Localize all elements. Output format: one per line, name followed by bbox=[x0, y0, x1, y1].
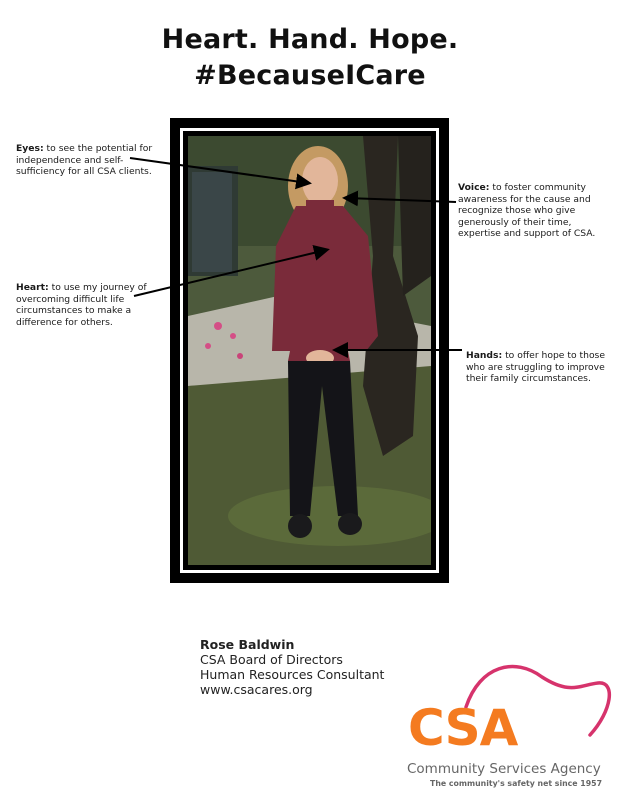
voice-text: to foster community awareness for the cause and recognize those who give generously of their time, expertise and support of CSA. bbox=[458, 182, 596, 240]
voice-label: Voice: bbox=[458, 182, 490, 193]
hands-text: to offer hope to those who are struggling to improve their family circumstances. bbox=[466, 350, 605, 385]
signature-role: CSA Board of Directors bbox=[200, 652, 343, 667]
hands-note bbox=[466, 350, 616, 385]
heart-note bbox=[16, 282, 171, 328]
heart-text: to use my journey of overcoming difficult life circumstances to make a difference for others. bbox=[16, 282, 147, 328]
signature-block bbox=[200, 637, 384, 697]
logo-name: Community Services Agency bbox=[407, 761, 601, 777]
logo-mark: CSA bbox=[408, 699, 518, 757]
logo-tagline: The community's safety net since 1957 bbox=[430, 779, 602, 788]
hashtag: #BecauseICare bbox=[194, 60, 426, 91]
signature-website[interactable]: www.csacares.org bbox=[200, 682, 313, 697]
signature-title: Human Resources Consultant bbox=[200, 667, 385, 682]
hands-label: Hands: bbox=[466, 350, 503, 361]
csa-logo bbox=[400, 655, 620, 795]
eyes-text: to see the potential for independence and self-sufficiency for all CSA clients. bbox=[16, 143, 153, 178]
eyes-label: Eyes: bbox=[16, 143, 44, 154]
headline: Heart. Hand. Hope. bbox=[161, 24, 459, 55]
voice-note bbox=[458, 182, 608, 240]
heart-label: Heart: bbox=[16, 282, 49, 293]
eyes-note bbox=[16, 143, 166, 178]
signature-name: Rose Baldwin bbox=[200, 637, 295, 652]
